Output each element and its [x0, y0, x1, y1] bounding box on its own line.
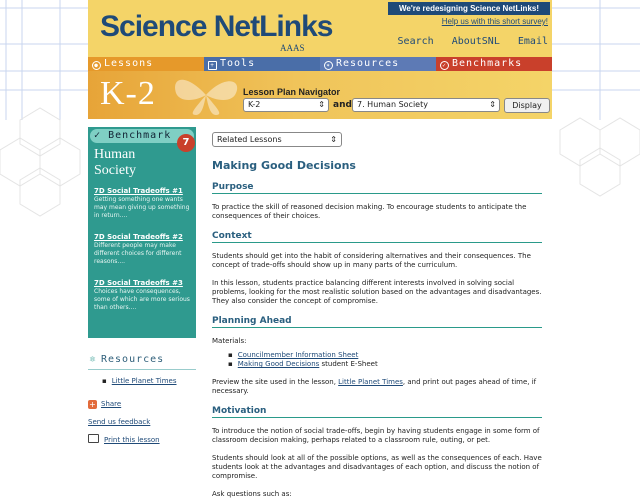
benchmark-select-value: 7. Human Society: [357, 100, 428, 109]
related-lessons-select[interactable]: [212, 132, 342, 147]
tab-benchmarks[interactable]: [436, 57, 552, 71]
benchmarks-icon: ✓: [440, 61, 449, 70]
esheet-suffix: student E-Sheet: [319, 360, 378, 368]
section-heading-planning: Planning Ahead: [212, 316, 542, 328]
chevron-updown-icon: ⇕: [489, 100, 496, 109]
section-heading-context: Context: [212, 231, 542, 243]
preview-pre: Preview the site used in the lesson,: [212, 378, 339, 386]
nav-search[interactable]: Search: [397, 36, 434, 47]
list-item: [228, 360, 546, 369]
tab-lessons-label: Lessons: [104, 58, 154, 69]
redesign-notice: We're redesigning Science NetLinks!: [388, 2, 550, 15]
tab-tools[interactable]: [204, 57, 320, 71]
print-row[interactable]: [88, 434, 160, 444]
printer-icon: [88, 434, 99, 443]
share-row[interactable]: [88, 400, 121, 409]
chevron-updown-icon: ⇕: [318, 100, 325, 109]
page-title: Making Good Decisions: [212, 159, 356, 172]
purpose-text: To practice the skill of reasoned decision making. To encourage students to anticipate the consequences of their choices.: [212, 203, 527, 220]
grade-select[interactable]: [243, 98, 329, 112]
feedback-link[interactable]: Send us feedback: [88, 418, 151, 426]
context-text: In this lesson, students practice balancing different interests involved in solving social problems, looking for the most realistic solution based on the advantages and disadvantages. They also consider the concept of compromise.: [212, 279, 542, 305]
benchmark-item: [94, 279, 194, 312]
lessons-icon: ●: [92, 61, 101, 70]
benchmark-topic-line1: Human: [94, 147, 136, 162]
little-planet-link[interactable]: Little Planet Times: [338, 378, 403, 386]
tab-lessons[interactable]: [88, 57, 204, 71]
preview-text: [212, 378, 546, 396]
share-link[interactable]: Share: [101, 400, 122, 408]
grade-select-value: K-2: [248, 100, 261, 109]
resource-link[interactable]: ▪ Little Planet Times: [102, 377, 177, 385]
site-logo[interactable]: Science NetLinks: [100, 10, 333, 43]
navigator-title: Lesson Plan Navigator: [243, 87, 341, 97]
context-text: Students should get into the habit of considering alternatives and their consequences. The concept of trade-offs should show up in many parts of the curriculum.: [212, 252, 531, 269]
tab-tools-label: Tools: [220, 58, 256, 69]
tab-benchmarks-label: Benchmarks: [452, 58, 523, 69]
benchmark-select[interactable]: [352, 98, 500, 112]
site-header: [88, 0, 552, 57]
grade-heading: K-2: [100, 75, 156, 112]
esheet-link[interactable]: Making Good Decisions: [237, 360, 320, 368]
lesson-navigator-bar: [88, 71, 552, 119]
tab-resources[interactable]: [320, 57, 436, 71]
butterfly-icon: [166, 73, 246, 117]
councilmember-sheet-link[interactable]: Councilmember Information Sheet: [237, 351, 359, 359]
resources-heading-label: Resources: [101, 354, 165, 365]
nav-email[interactable]: Email: [517, 36, 548, 47]
tab-resources-label: Resources: [336, 58, 400, 69]
tools-icon: +: [208, 61, 217, 70]
benchmark-item: [94, 187, 194, 220]
motivation-text: To introduce the notion of social trade-offs, begin by having students engage in some form of classroom decision making, perhaps related to a classroom rule, outing, or pet.: [212, 427, 540, 444]
survey-link[interactable]: Help us with this short survey!: [441, 17, 548, 26]
resources-heading: [88, 354, 164, 365]
page-container: [88, 0, 552, 498]
materials-list: [228, 351, 546, 369]
and-label: and: [333, 100, 352, 110]
resources-icon: ✶: [324, 61, 333, 70]
benchmark-heading-label: Benchmark: [108, 130, 172, 141]
materials-label: Materials:: [212, 337, 247, 345]
related-lessons-value: Related Lessons: [217, 135, 282, 144]
chevron-updown-icon: ⇕: [330, 135, 337, 144]
lesson-content: [212, 132, 546, 499]
benchmark-item-link[interactable]: 7D Social Tradeoffs #3: [94, 279, 183, 287]
section-heading-motivation: Motivation: [212, 406, 542, 418]
atom-icon: ⚛: [89, 354, 97, 365]
display-button[interactable]: Display: [504, 98, 550, 113]
motivation-text: Students should look at all of the possible options, as well as the consequences of each. Have students look at the advantages and disadvantages of each option, and discuss the notion of compromise.: [212, 454, 542, 480]
nav-about[interactable]: AboutSNL: [451, 36, 500, 47]
benchmark-topic-line2: Society: [94, 163, 136, 178]
preview-post: , and print out pages ahead of time, if necessary.: [212, 378, 537, 395]
benchmark-item-desc: Choices have consequences, some of which are more serious than others....: [94, 288, 190, 311]
divider: [88, 369, 196, 370]
benchmark-item-desc: Different people may make different choices for different reasons....: [94, 242, 182, 265]
benchmark-topic: [94, 147, 184, 179]
benchmark-item-desc: Getting something one wants may mean giving up something in return....: [94, 196, 190, 219]
top-nav: [386, 36, 548, 47]
benchmark-check-icon: ✓: [94, 130, 102, 141]
aaas-label: AAAS: [280, 43, 305, 53]
section-heading-purpose: Purpose: [212, 182, 542, 194]
benchmark-item-link[interactable]: 7D Social Tradeoffs #2: [94, 233, 183, 241]
print-link[interactable]: Print this lesson: [104, 436, 160, 444]
motivation-text: Ask questions such as:: [212, 490, 292, 498]
share-icon: +: [89, 400, 96, 409]
benchmark-item: [94, 233, 194, 266]
list-item: [228, 351, 546, 360]
benchmark-number-badge: 7: [177, 134, 195, 152]
benchmark-item-link[interactable]: 7D Social Tradeoffs #1: [94, 187, 183, 195]
section-tabs: [88, 57, 552, 71]
benchmark-panel: [88, 127, 196, 338]
